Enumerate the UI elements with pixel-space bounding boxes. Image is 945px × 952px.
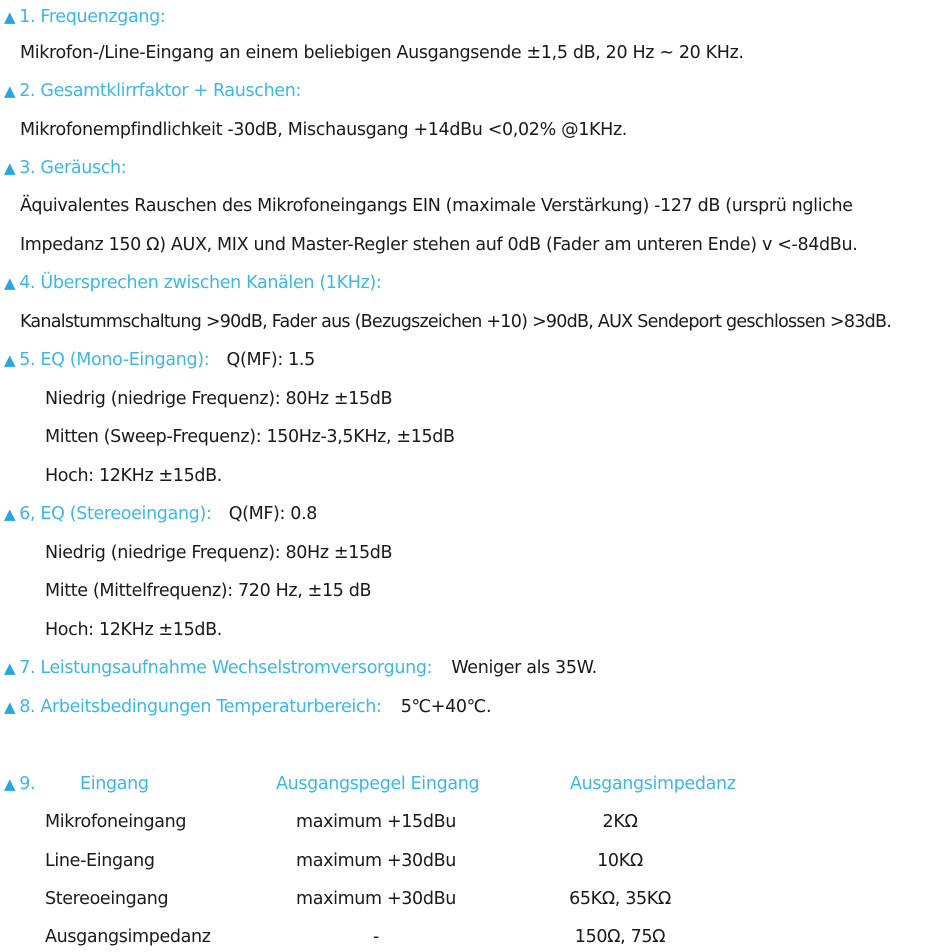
section-5-title: 5. EQ (Mono-Eingang): xyxy=(19,350,210,370)
table-cell-r4-c1: Ausgangsimpedanz xyxy=(45,927,211,947)
table-header-ausgangsimpedanz: Ausgangsimpedanz xyxy=(570,774,736,794)
section-1-text: Mikrofon-/Line-Eingang an einem beliebigen Ausgangsende ±1,5 dB, 20 Hz ~ 20 KHz. xyxy=(20,43,744,63)
section-3-title: 3. Geräusch: xyxy=(19,158,127,178)
table-cell-r4-c3: 150Ω, 75Ω xyxy=(574,927,666,947)
section-5-line-1: Niedrig (niedrige Frequenz): 80Hz ±15dB xyxy=(45,389,393,409)
section-8-value: 5℃+40℃. xyxy=(400,697,492,717)
table-header-ausgangspegel: Ausgangspegel Eingang xyxy=(276,774,480,794)
triangle-marker-icon: ▲ xyxy=(4,82,16,100)
triangle-marker-icon: ▲ xyxy=(4,8,16,26)
section-4-heading xyxy=(0,268,381,298)
section-8-heading xyxy=(0,692,491,722)
triangle-marker-icon: ▲ xyxy=(4,698,16,716)
table-cell-r3-c2: maximum +30dBu xyxy=(296,889,456,909)
section-5-line-2: Mitten (Sweep-Frequenz): 150Hz-3,5KHz, ±15dB xyxy=(45,427,455,447)
section-1-title: 1. Frequenzgang: xyxy=(19,7,166,27)
section-5-heading xyxy=(0,345,315,375)
section-3-text-line-2: Impedanz 150 Ω) AUX, MIX und Master-Regler stehen auf 0dB (Fader am unteren Ende) v <-84dBu. xyxy=(20,235,858,255)
triangle-marker-icon: ▲ xyxy=(4,505,16,523)
section-2-title: 2. Gesamtklirrfaktor + Rauschen: xyxy=(19,81,302,101)
section-7-value: Weniger als 35W. xyxy=(451,658,597,678)
table-cell-r3-c3: 65KΩ, 35KΩ xyxy=(569,889,671,909)
triangle-marker-icon: ▲ xyxy=(4,351,16,369)
table-cell-r1-c1: Mikrofoneingang xyxy=(45,812,187,832)
section-6-line-1: Niedrig (niedrige Frequenz): 80Hz ±15dB xyxy=(45,543,393,563)
triangle-marker-icon: ▲ xyxy=(4,159,16,177)
table-cell-r1-c2: maximum +15dBu xyxy=(296,812,456,832)
table-cell-r3-c1: Stereoeingang xyxy=(45,889,169,909)
section-6-line-3: Hoch: 12KHz ±15dB. xyxy=(45,620,222,640)
section-2-text: Mikrofonempfindlichkeit -30dB, Mischausgang +14dBu <0,02% @1KHz. xyxy=(20,120,627,140)
triangle-marker-icon: ▲ xyxy=(4,274,16,292)
section-6-line-2: Mitte (Mittelfrequenz): 720 Hz, ±15 dB xyxy=(45,581,372,601)
table-header-eingang: Eingang xyxy=(80,774,149,794)
section-3-text-line-1: Äquivalentes Rauschen des Mikrofoneingangs EIN (maximale Verstärkung) -127 dB (ursprü ngliche xyxy=(20,196,853,216)
section-7-title: 7. Leistungsaufnahme Wechselstromversorgung: xyxy=(19,658,433,678)
section-6-value: Q(MF): 0.8 xyxy=(228,504,318,524)
section-4-text: Kanalstummschaltung >90dB, Fader aus (Bezugszeichen +10) >90dB, AUX Sendeport geschlossen >83dB. xyxy=(20,312,892,332)
section-5-line-3: Hoch: 12KHz ±15dB. xyxy=(45,466,222,486)
section-6-title: 6, EQ (Stereoeingang): xyxy=(19,504,212,524)
section-3-heading xyxy=(0,153,126,183)
section-5-value: Q(MF): 1.5 xyxy=(226,350,315,370)
table-cell-r4-c2: - xyxy=(373,927,379,947)
section-4-title: 4. Übersprechen zwischen Kanälen (1KHz): xyxy=(19,273,382,293)
table-cell-r2-c3: 10KΩ xyxy=(597,851,643,871)
table-heading-number xyxy=(0,769,35,799)
table-number: 9. xyxy=(19,774,36,794)
table-cell-r2-c2: maximum +30dBu xyxy=(296,851,456,871)
triangle-marker-icon: ▲ xyxy=(4,775,16,793)
triangle-marker-icon: ▲ xyxy=(4,659,16,677)
section-6-heading xyxy=(0,499,317,529)
section-2-heading xyxy=(0,76,301,106)
section-1-heading xyxy=(0,2,165,32)
section-7-heading xyxy=(0,653,597,683)
table-cell-r1-c3: 2KΩ xyxy=(602,812,638,832)
table-cell-r2-c1: Line-Eingang xyxy=(45,851,155,871)
section-8-title: 8. Arbeitsbedingungen Temperaturbereich: xyxy=(19,697,382,717)
